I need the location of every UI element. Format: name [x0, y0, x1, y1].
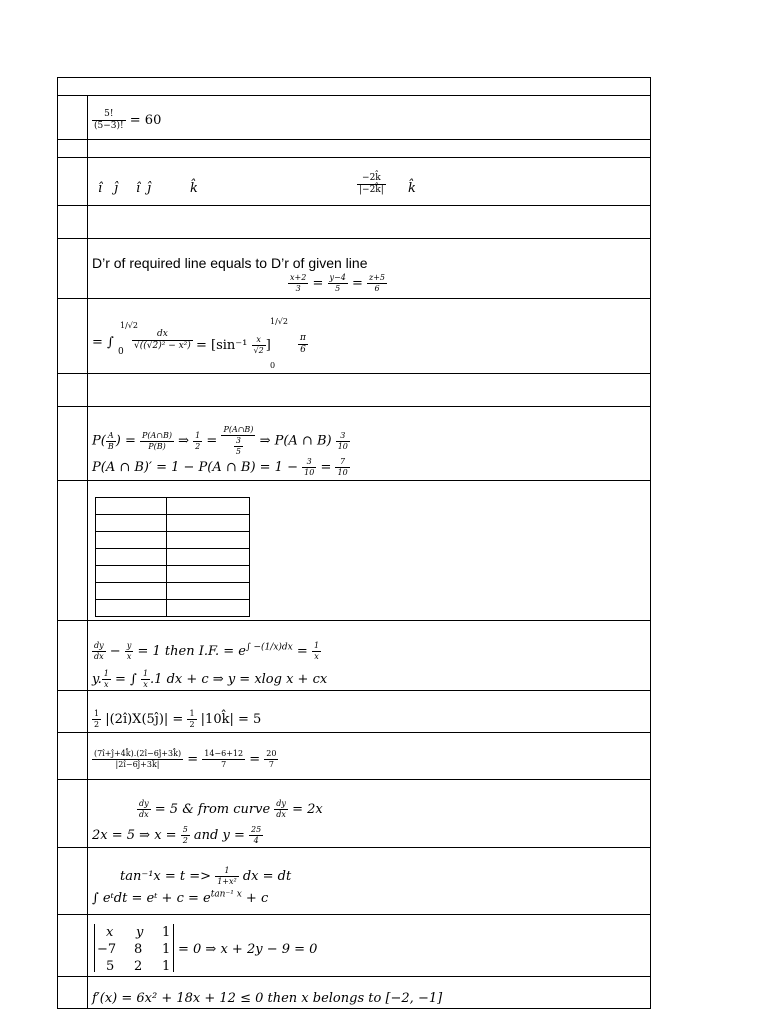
- det-cell: −7: [97, 942, 117, 957]
- numerator: x: [252, 336, 266, 346]
- table-row: [96, 498, 250, 515]
- numerator: 5!: [92, 110, 126, 121]
- numerator: dy: [276, 799, 286, 808]
- integrand: [132, 330, 193, 351]
- diff-eq-line-1: [92, 642, 321, 661]
- equals-sign: =: [187, 752, 199, 767]
- numerator: π: [300, 333, 306, 343]
- numerator: 14−6+12: [204, 749, 244, 758]
- numerator: 3: [302, 458, 316, 468]
- substitution: tan⁻¹x = t =>: [120, 869, 212, 884]
- row-line: [57, 238, 651, 239]
- unit-k: k̂: [190, 181, 198, 196]
- area-expression: [92, 710, 261, 729]
- denominator: 2: [94, 720, 100, 729]
- table-cell: [96, 515, 167, 532]
- denominator: P(B): [148, 441, 166, 451]
- unit-i-2: î: [136, 181, 141, 196]
- denominator: (5−3)!: [94, 121, 124, 131]
- fraction: [252, 336, 266, 355]
- row-line: [57, 205, 651, 206]
- denominator: 3: [295, 284, 301, 293]
- table-cell: [96, 498, 167, 515]
- slope-line-2: [92, 826, 263, 845]
- table-row: [96, 566, 250, 583]
- from-curve-text: = 5 & from curve: [154, 802, 271, 817]
- fraction: [132, 330, 193, 351]
- denominator: |−2k̂|: [359, 185, 384, 195]
- constant: + c: [245, 891, 269, 906]
- integral-result: [298, 334, 308, 355]
- row-line: [57, 1008, 651, 1009]
- line-equation: [288, 274, 387, 293]
- denominator: 10: [304, 468, 315, 477]
- integral-lower-limit: 0: [118, 347, 124, 357]
- det-cell: 1: [162, 942, 171, 957]
- exponent: tan⁻¹ x: [210, 889, 242, 900]
- antiderivative: [196, 336, 271, 355]
- det-cell: 2: [134, 959, 143, 974]
- denominator: 6: [374, 284, 380, 293]
- row-line: [57, 690, 651, 691]
- denominator: dx: [139, 810, 149, 819]
- minus-sign: −: [109, 644, 121, 659]
- row-line: [57, 77, 651, 78]
- fraction: [187, 710, 196, 729]
- fraction: [92, 110, 126, 131]
- denominator: |2î−6ĵ+3k̂|: [115, 760, 160, 769]
- table-cell: [96, 566, 167, 583]
- row-line: [57, 95, 651, 96]
- equals-sign: =: [124, 433, 136, 449]
- unit-k-2: k̂: [408, 181, 416, 196]
- table-cell: [167, 566, 250, 583]
- fraction: [106, 432, 116, 451]
- and-y-text: and y =: [193, 828, 245, 843]
- bracket-lower: 0: [270, 361, 276, 370]
- numerator: dy: [139, 799, 149, 808]
- fraction: [202, 750, 245, 769]
- row-line: [57, 139, 651, 140]
- exponent: ∫ −(1/x)dx: [245, 642, 293, 653]
- numerator: 1: [189, 709, 195, 718]
- fraction: [215, 867, 239, 886]
- equals-sign: =: [312, 276, 324, 291]
- table-cell: [96, 549, 167, 566]
- fraction: [137, 800, 151, 819]
- numerator: 1: [142, 669, 149, 678]
- denominator: 2: [195, 441, 201, 451]
- numerator: −2k̂: [357, 174, 386, 185]
- equals-sign: =: [249, 752, 261, 767]
- fraction: [193, 432, 202, 451]
- equals-sign: =: [206, 433, 218, 449]
- fraction: [264, 750, 278, 769]
- direction-ratio-statement: D’r of required line equals to D’r of given line: [92, 255, 368, 271]
- row-line: [57, 779, 651, 780]
- substitution-line-1: [120, 867, 291, 886]
- numerator: y−4: [329, 273, 346, 282]
- implies-sign: ⇒: [178, 433, 190, 449]
- table-cell: [167, 583, 250, 600]
- integral-upper-limit: 1/√2: [120, 321, 138, 330]
- unit-j-2: ĵ: [147, 181, 152, 196]
- fraction: [336, 432, 350, 451]
- numerator: 5: [182, 825, 188, 834]
- close-bracket: ]: [265, 338, 271, 353]
- derivative-condition: f′(x) = 6x² + 18x + 12 ≤ 0 then x belongs to [−2, −1]: [92, 991, 443, 1006]
- fraction: [288, 274, 308, 293]
- probability-line-2: [92, 458, 350, 477]
- cross-product: |(2î)X(5ĵ)| =: [105, 712, 184, 727]
- column-divider: [87, 95, 88, 1009]
- probability-line-1: P( $\frac{A}{B}$ ) = $\frac{P(A\cap B)}{P(B)}$ ⇒ $\frac{1}{2}$ = $\frac{P(A\cap B)}{\frac{3}{5}}$ ⇒ P(A ∩ B) $\frac{3}{10}$: [92, 425, 348, 456]
- denominator: 5: [235, 447, 241, 456]
- differential: dx = dt: [242, 869, 292, 884]
- fraction: [92, 710, 101, 729]
- y-term: y.: [92, 672, 102, 687]
- row-line: [57, 976, 651, 977]
- determinant-bar-left: [94, 924, 95, 972]
- integral-sign: = ∫: [92, 335, 114, 350]
- table-cell: [167, 532, 250, 549]
- numerator: 7: [335, 458, 349, 468]
- fraction: [141, 670, 150, 689]
- fraction: [328, 274, 348, 293]
- fraction: [312, 642, 321, 661]
- table-cell: [96, 583, 167, 600]
- denominator: 4: [253, 836, 259, 845]
- fraction: [181, 826, 190, 845]
- nested-fraction: [234, 437, 243, 456]
- denominator: 10: [337, 441, 348, 451]
- denominator: 6: [300, 345, 306, 355]
- table-row: [96, 532, 250, 549]
- row-line: [57, 157, 651, 158]
- numerator: 1: [195, 430, 201, 440]
- denominator: x: [314, 652, 319, 661]
- det-cell: 1: [162, 925, 171, 940]
- det-cell: 8: [134, 942, 143, 957]
- equals-sign: =: [351, 276, 363, 291]
- numerator: 3: [235, 436, 241, 445]
- numerator: dx: [132, 330, 193, 341]
- solve-x: 2x = 5 ⇒ x =: [92, 828, 177, 843]
- denominator: 2: [182, 836, 188, 845]
- numerator: 1: [215, 867, 239, 877]
- denominator: √((√2)² − x²): [134, 341, 191, 351]
- numerator: 3: [336, 432, 350, 442]
- row-line: [57, 480, 651, 481]
- unit-i: î: [98, 181, 103, 196]
- diff-eq-line-2: [92, 670, 327, 689]
- integral: ∫ eᵗdt = eᵗ + c = e: [92, 891, 211, 906]
- integral-sign: = ∫: [114, 672, 137, 687]
- row-line: [57, 914, 651, 915]
- area-result: |10k̂| = 5: [200, 712, 262, 727]
- bracket-upper: 1/√2: [270, 317, 288, 326]
- numerator: 1: [103, 669, 109, 678]
- table-border-left: [57, 77, 58, 1009]
- fraction: [302, 458, 316, 477]
- table-cell: [167, 549, 250, 566]
- row-line: [57, 732, 651, 733]
- numerator: y: [126, 641, 132, 650]
- det-cell: x: [106, 925, 114, 940]
- table-row: [96, 600, 250, 617]
- blank-table: [95, 497, 250, 617]
- fraction: [249, 826, 263, 845]
- table-row: [96, 583, 250, 600]
- projection-expression: [92, 750, 278, 769]
- denominator: B: [107, 441, 114, 451]
- fraction: [92, 750, 183, 769]
- numerator: dy: [94, 641, 104, 650]
- row-line: [57, 847, 651, 848]
- determinant-result: = 0 ⇒ x + 2y − 9 = 0: [178, 942, 318, 957]
- numerator: (7î+ĵ+4k̂).(2î−6ĵ+3k̂): [94, 749, 182, 758]
- denominator: 2: [189, 720, 195, 729]
- fraction: [335, 458, 349, 477]
- implies-result: ⇒ P(A ∩ B): [259, 433, 332, 449]
- table-cell: [167, 498, 250, 515]
- det-cell: 5: [106, 959, 115, 974]
- fraction: [102, 670, 111, 689]
- denominator: 1+x²: [217, 877, 237, 886]
- fraction: [274, 800, 288, 819]
- denominator: x: [143, 680, 148, 689]
- numerator: x+2: [290, 273, 307, 282]
- row-line: [57, 620, 651, 621]
- fraction: [140, 432, 174, 451]
- unit-vector-fraction: [357, 174, 386, 195]
- equals-sign: =: [320, 460, 332, 475]
- answer-permutation: [92, 110, 161, 131]
- denominator: √2: [253, 346, 264, 355]
- table-cell: [96, 600, 167, 617]
- table-cell: [167, 515, 250, 532]
- denominator: 7: [268, 760, 274, 769]
- integrating-factor: = 1 then I.F. = e: [137, 644, 246, 659]
- row-line: [57, 298, 651, 299]
- denominator: 7: [221, 760, 227, 769]
- denominator: [221, 436, 255, 456]
- slope-line-1: [137, 800, 323, 819]
- row-line: [57, 406, 651, 407]
- complement-expression: P(A ∩ B)′ = 1 − P(A ∩ B) = 1 −: [92, 460, 298, 475]
- solution-text: .1 dx + c ⇒ y = xlog x + cx: [150, 672, 328, 687]
- det-cell: y: [136, 925, 144, 940]
- table-cell: [96, 532, 167, 549]
- numerator: z+5: [369, 273, 386, 282]
- table-border-right: [650, 77, 651, 1009]
- denominator: dx: [276, 810, 286, 819]
- table-cell: [167, 600, 250, 617]
- numerator: P(A∩B): [223, 425, 254, 434]
- result-text: = 60: [129, 113, 162, 128]
- row-line: [57, 373, 651, 374]
- denominator: dx: [94, 652, 104, 661]
- det-cell: 1: [162, 959, 171, 974]
- slope-result: = 2x: [292, 802, 323, 817]
- fraction: [92, 642, 106, 661]
- fraction: [367, 274, 387, 293]
- numerator: P(A∩B): [141, 430, 172, 440]
- denominator: 10: [337, 468, 348, 477]
- fraction: [221, 426, 255, 456]
- sin-inverse: = [sin⁻¹: [196, 338, 248, 353]
- numerator: 20: [266, 749, 277, 758]
- determinant-bar-right: [173, 924, 174, 972]
- p-symbol: P: [92, 433, 101, 449]
- fraction: [298, 334, 308, 355]
- fraction: [357, 174, 386, 195]
- substitution-line-2: [92, 889, 269, 906]
- denominator: 5: [335, 284, 341, 293]
- table-row: [96, 549, 250, 566]
- unit-j: ĵ: [114, 181, 119, 196]
- table-row: [96, 515, 250, 532]
- denominator: x: [104, 680, 109, 689]
- numerator: 1: [313, 641, 320, 650]
- numerator: 25: [251, 825, 262, 834]
- numerator: 1: [94, 709, 100, 718]
- fraction: [125, 642, 134, 661]
- numerator: A: [106, 432, 116, 442]
- integral-expression: [92, 336, 114, 349]
- equals-sign: =: [296, 644, 308, 659]
- denominator: x: [126, 652, 132, 661]
